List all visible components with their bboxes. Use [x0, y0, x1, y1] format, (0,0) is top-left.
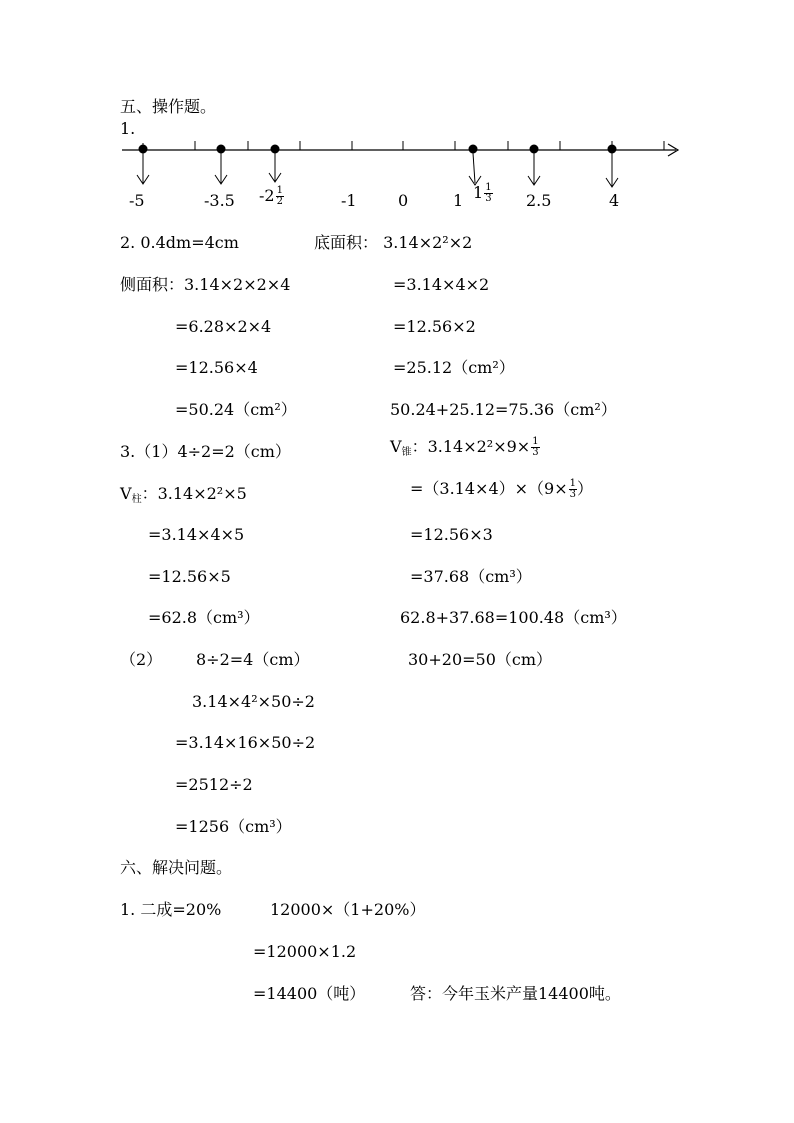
point-2-5 — [530, 145, 539, 154]
number-line — [0, 0, 794, 230]
section-five-heading: 五、操作题。 — [120, 97, 217, 116]
q2-line1-right: 底面积： 3.14×2²×2 — [314, 233, 473, 252]
s6-q1-left: 1. 二成=20% — [120, 900, 222, 919]
label-1-third: 1 $\frac{1}{3}$ — [473, 182, 492, 204]
q3-cyl-line4: =62.8（cm³） — [148, 608, 260, 627]
q3-cone-line4: =37.68（cm³） — [410, 567, 532, 586]
q3-part2-line1: 8÷2=4（cm） — [196, 650, 310, 669]
q3-part2-line2: 3.14×4²×50÷2 — [192, 692, 315, 711]
q2-line1-left: 2. 0.4dm=4cm — [120, 233, 239, 252]
q2-line2-right: =3.14×4×2 — [393, 275, 490, 294]
point-1-third — [469, 145, 478, 154]
label-minus-2-half: -2 $\frac{1}{2}$ — [259, 185, 283, 207]
label-minus-3-5: -3.5 — [204, 191, 235, 210]
section-six-heading: 六、解决问题。 — [120, 858, 233, 877]
label-1: 1 — [453, 191, 464, 210]
number-line-points — [139, 145, 617, 154]
q3-cyl-line3: =12.56×5 — [148, 567, 231, 586]
number-line-arrows — [137, 153, 618, 187]
q3-part1-left: 3.（1）4÷2=2（cm） — [120, 442, 291, 461]
s6-q1-line3: =14400（吨） — [253, 984, 366, 1003]
s6-q1-answer: 答：今年玉米产量14400吨。 — [410, 984, 621, 1003]
question-1-label: 1. — [120, 119, 136, 138]
q2-line3-left: =6.28×2×4 — [175, 317, 272, 336]
s6-q1-line2: =12000×1.2 — [253, 942, 357, 961]
q2-line3-right: =12.56×2 — [393, 317, 476, 336]
q3-part2-label: （2） — [120, 650, 163, 669]
label-0: 0 — [398, 191, 409, 210]
q3-part2-line5: =1256（cm³） — [175, 817, 292, 836]
q3-vcyl: $V_柱$：3.14×2²×5 — [120, 484, 247, 505]
q2-line2-left: 侧面积：3.14×2×2×4 — [120, 275, 291, 294]
label-minus-5: -5 — [129, 191, 145, 210]
label-2-5: 2.5 — [526, 191, 552, 210]
label-4: 4 — [609, 191, 620, 210]
point-minus-2-half — [271, 145, 280, 154]
q3-part2-line3: =3.14×16×50÷2 — [175, 733, 316, 752]
label-minus-1: -1 — [341, 191, 357, 210]
q3-cyl-line2: =3.14×4×5 — [148, 525, 245, 544]
q2-line5-right: 50.24+25.12=75.36（cm²） — [390, 400, 617, 419]
q2-line5-left: =50.24（cm²） — [175, 400, 297, 419]
q3-vcone: $V_锥$：3.14×2²×9× $\frac{1}{3}$ — [390, 436, 539, 458]
s6-q1-expr: 12000×（1+20%） — [270, 900, 426, 919]
point-4 — [608, 145, 617, 154]
q3-part2-right: 30+20=50（cm） — [408, 650, 553, 669]
q2-line4-right: =25.12（cm²） — [393, 358, 515, 377]
point-minus-3-5 — [217, 145, 226, 154]
q3-part2-line4: =2512÷2 — [175, 775, 253, 794]
q3-cone-line3: =12.56×3 — [410, 525, 493, 544]
q2-line4-left: =12.56×4 — [175, 358, 258, 377]
q3-sum-line: 62.8+37.68=100.48（cm³） — [400, 608, 627, 627]
point-minus-5 — [139, 145, 148, 154]
q3-cone-line2: =（3.14×4）×（9× $\frac{1}{3}$ ） — [410, 478, 594, 500]
